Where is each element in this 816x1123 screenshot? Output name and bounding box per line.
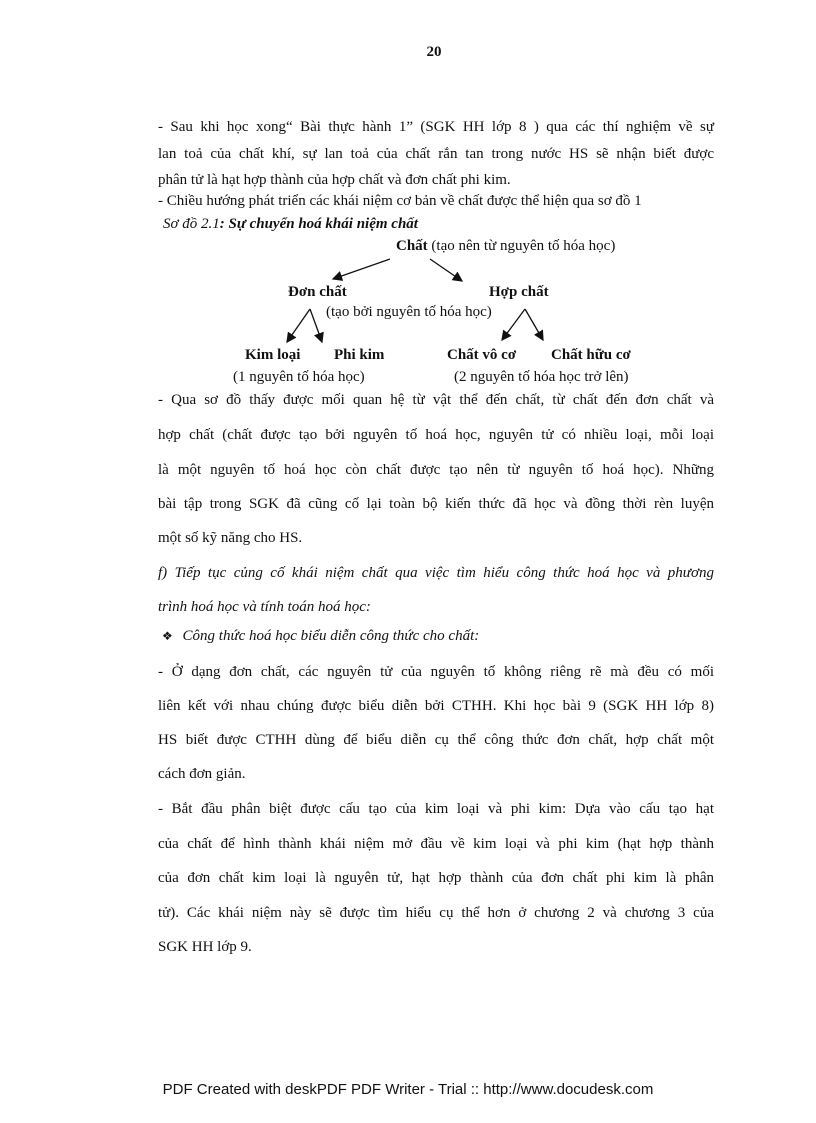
arrow-to-chat-huu-co bbox=[525, 309, 543, 340]
page-number: 20 bbox=[426, 44, 442, 60]
para2-line-4: bài tập trong SGK đã cũng cố lại toàn bộ kiến thức đã học và đồng thời rèn luyện bbox=[158, 496, 714, 512]
root-note: (tạo nên từ nguyên tố hóa học) bbox=[431, 238, 616, 254]
para3-line-1: - Ở dạng đơn chất, các nguyên tử của nguyên tố không riêng rẽ mà đều có mối bbox=[158, 664, 714, 680]
para2-line-5: một số kỹ năng cho HS. bbox=[158, 530, 303, 546]
diamond-bullet-icon: ❖ bbox=[162, 629, 173, 643]
para4-line-2: của chất để hình thành khái niệm mở đầu về kim loại và phi kim (hạt hợp thành bbox=[158, 836, 714, 852]
node-hop-chat: Hợp chất bbox=[489, 284, 549, 300]
para4-line-5: SGK HH lớp 9. bbox=[158, 939, 252, 955]
leaf-kim-loai: Kim loại bbox=[245, 347, 301, 363]
caption-colon: : bbox=[219, 216, 225, 232]
arrow-chat-to-hop-chat bbox=[430, 259, 462, 281]
leaf-chat-vo-co: Chất vô cơ bbox=[447, 347, 517, 363]
leaf-phi-kim: Phi kim bbox=[334, 347, 385, 363]
para2-line-3: là một nguyên tố hoá học còn chất được tạo nên từ nguyên tố hoá học). Những bbox=[158, 462, 714, 478]
root-label: Chất bbox=[396, 238, 428, 254]
middle-note: (tạo bởi nguyên tố hóa học) bbox=[326, 304, 492, 320]
caption-label: Sơ đồ 2.1 bbox=[163, 216, 220, 232]
arrow-to-phi-kim bbox=[310, 309, 322, 342]
left-leaf-note: (1 nguyên tố hóa học) bbox=[233, 369, 365, 385]
para4-line-4: tử). Các khái niệm này sẽ được tìm hiểu cụ thể hơn ở chương 2 và chương 3 của bbox=[158, 905, 714, 921]
arrow-to-chat-vo-co bbox=[502, 309, 525, 340]
intro-line-2: lan toả của chất khí, sự lan toả của chất rắn tan trong nước HS sẽ nhận biết được bbox=[158, 146, 714, 162]
arrow-chat-to-don-chat bbox=[333, 259, 390, 279]
node-don-chat: Đơn chất bbox=[288, 284, 347, 300]
arrow-to-kim-loai bbox=[287, 309, 310, 342]
intro-line-4: - Chiều hướng phát triển các khái niệm cơ bản về chất được thể hiện qua sơ đồ 1 bbox=[158, 193, 642, 209]
para3-line-3: HS biết được CTHH dùng để biểu diễn cụ thể công thức đơn chất, hợp chất một bbox=[158, 732, 714, 748]
bullet-item bbox=[162, 628, 479, 645]
leaf-chat-huu-co: Chất hữu cơ bbox=[551, 347, 631, 363]
section-f-line-2: trình hoá học và tính toán hoá học: bbox=[158, 599, 371, 615]
para4-line-3: của đơn chất kim loại là nguyên tử, hạt hợp thành của đơn chất phi kim là phân bbox=[158, 870, 714, 886]
footer-watermark: PDF Created with deskPDF PDF Writer - Trial :: http://www.docudesk.com bbox=[162, 1081, 654, 1098]
para2-line-2: hợp chất (chất được tạo bởi nguyên tố hoá học, nguyên tử có nhiều loại, mỗi loại bbox=[158, 427, 714, 443]
section-f-line-1: f) Tiếp tục củng cố khái niệm chất qua việc tìm hiểu công thức hoá học và phương bbox=[158, 565, 714, 581]
intro-line-3: phân tử là hạt hợp thành của hợp chất và đơn chất phi kim. bbox=[158, 172, 511, 188]
caption-title: Sự chuyển hoá khái niệm chất bbox=[228, 216, 418, 232]
para4-line-1: - Bắt đầu phân biệt được cấu tạo của kim loại và phi kim: Dựa vào cấu tạo hạt bbox=[158, 801, 714, 817]
intro-line-1: - Sau khi học xong“ Bài thực hành 1” (SGK HH lớp 8 ) qua các thí nghiệm về sự bbox=[158, 119, 714, 135]
para2-line-1: - Qua sơ đồ thấy được mối quan hệ từ vật thể đến chất, từ chất đến đơn chất và bbox=[158, 392, 714, 408]
right-leaf-note: (2 nguyên tố hóa học trở lên) bbox=[454, 369, 629, 385]
bullet-text: Công thức hoá học biểu diễn công thức cho chất: bbox=[182, 628, 480, 644]
para3-line-2: liên kết với nhau chúng được biểu diễn bởi CTHH. Khi học bài 9 (SGK HH lớp 8) bbox=[158, 698, 714, 714]
para3-line-4: cách đơn giản. bbox=[158, 766, 246, 782]
